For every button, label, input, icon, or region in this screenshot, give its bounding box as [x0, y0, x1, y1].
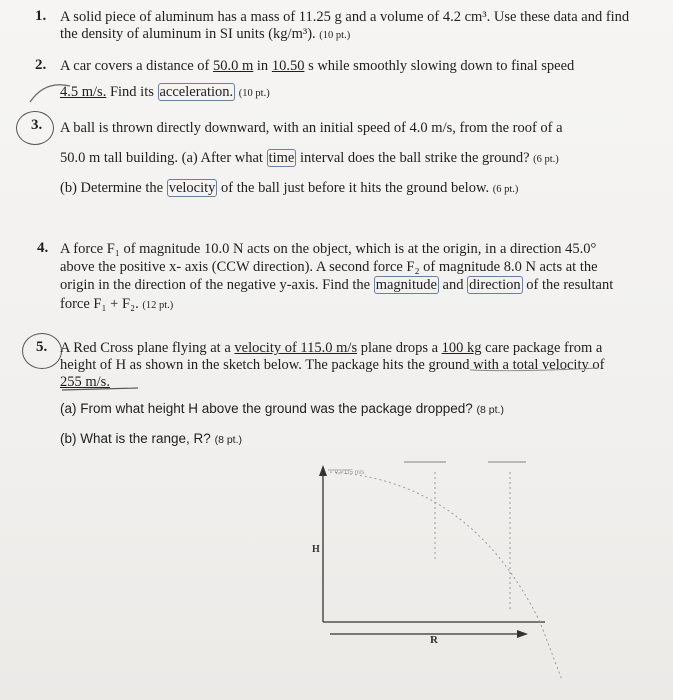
question-3-points-b: (6 pt.)	[492, 184, 519, 195]
question-2-text-a: A car covers a distance of	[60, 58, 213, 74]
sketch-height-label: H	[312, 544, 320, 555]
question-4-text-a: origin in the direction of the negative y-axis. Find the	[60, 277, 374, 293]
sketch-velocity-label: vₓ=115 m/s	[335, 470, 365, 476]
question-5-mass: 100 kg	[441, 340, 482, 356]
question-2-final-speed: 4.5 m/s.	[60, 84, 107, 100]
question-4-number: 4.	[37, 240, 49, 256]
question-4-line-2: above the positive x- axis (CCW direction). A second force F₂ of magnitude 8.0 N acts at the	[60, 259, 598, 275]
height-arrow	[319, 465, 327, 476]
question-1-points: (10 pt.)	[319, 30, 351, 41]
question-5-points-b: (8 pt.)	[214, 434, 243, 446]
question-5-part-a-text: (a) From what height H above the ground was the package dropped?	[60, 401, 473, 416]
question-3-line-1: A ball is thrown directly downward, with an initial speed of 4.0 m/s, from the roof of a	[60, 120, 563, 136]
question-3-points-a: (6 pt.)	[533, 154, 559, 165]
question-5-points-a: (8 pt.)	[476, 404, 504, 416]
question-4-text-c: and	[438, 277, 468, 293]
question-2-time: 10.50	[271, 58, 305, 74]
question-2-number: 2.	[35, 57, 47, 73]
question-5-line-3: 255 m/s.	[60, 374, 110, 390]
question-4-line-1: A force F₁ of magnitude 10.0 N acts on the object, which is at the origin, in a direction 45.0°	[60, 241, 597, 257]
sketch-range-label: R	[430, 634, 438, 646]
question-5-velocity: velocity of 115.0 m/s	[234, 340, 358, 356]
question-2-text-b: Find its	[106, 84, 158, 100]
question-1-number: 1.	[35, 8, 47, 24]
question-3-text-a: 50.0 m tall building. (a) After what	[60, 150, 267, 166]
trajectory-path	[330, 472, 562, 680]
question-5-text-c: plane drops a	[357, 340, 442, 356]
question-2-text-e: s while smoothly slowing down to final speed	[304, 58, 575, 74]
question-3-number: 3.	[31, 117, 43, 133]
question-4-magnitude: magnitude	[375, 277, 437, 293]
question-3-time: time	[268, 150, 295, 166]
question-4-force-sum: force F₁ + F₂.	[60, 296, 139, 312]
question-5-part-b-text: (b) What is the range, R?	[60, 431, 211, 446]
question-2-text-c: in	[253, 58, 272, 74]
question-4-direction: direction	[469, 277, 521, 293]
question-5-text-a: A Red Cross plane flying at a	[60, 340, 235, 356]
question-5-number: 5.	[36, 339, 48, 355]
question-4-text-e: of the resultant	[522, 277, 614, 293]
question-5-text-e: care package from a	[481, 340, 603, 356]
question-3-text-c2: of the ball just before it hits the ground below.	[217, 180, 490, 196]
question-2-acceleration: acceleration.	[159, 84, 234, 100]
question-1-text: the density of aluminum in SI units (kg/m³).	[60, 26, 316, 42]
question-3-text-c: interval does the ball strike the ground?	[296, 150, 530, 166]
question-3-velocity: velocity	[168, 180, 216, 196]
question-2-distance: 50.0 m	[213, 58, 254, 74]
question-2-points: (10 pt.)	[238, 88, 270, 99]
question-5-line-2: height of H as shown in the sketch below. The package hits the ground with a total velocity of	[60, 357, 605, 373]
question-3-part-b: (b) Determine the	[60, 180, 167, 196]
question-1-line-1: A solid piece of aluminum has a mass of 11.25 g and a volume of 4.2 cm³. Use these data and find	[60, 9, 630, 25]
question-4-points: (12 pt.)	[142, 300, 174, 311]
range-arrow	[517, 630, 528, 638]
